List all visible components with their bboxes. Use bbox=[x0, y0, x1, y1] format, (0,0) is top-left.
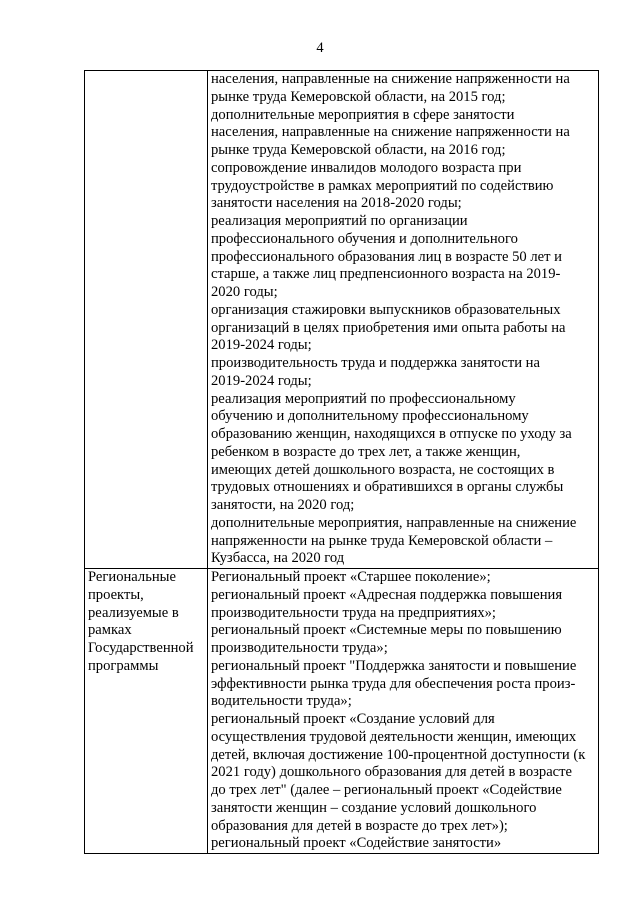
table-body bbox=[85, 71, 599, 854]
content-line: Региональный проект «Старшее поколение»; bbox=[211, 569, 491, 585]
content-line: имеющих детей дошкольного возраста, не состоящих в bbox=[211, 461, 555, 478]
content-line: трудовых отношениях и обратившихся в органы службы bbox=[211, 479, 564, 496]
content-line: производительности труда на предприятиях»; bbox=[211, 604, 496, 621]
row-content-cell bbox=[208, 569, 599, 854]
page-number: 4 bbox=[316, 40, 324, 56]
content-line: напряженности на рынке труда Кемеровской области – bbox=[211, 532, 553, 549]
content-line: рынке труда Кемеровской области, на 2015 год; bbox=[211, 88, 506, 105]
content-line: производительность труда и поддержка занятости на bbox=[211, 355, 540, 371]
content-line: рынке труда Кемеровской области, на 2016 год; bbox=[211, 142, 506, 158]
content-line: профессионального образования лиц в возрасте 50 лет и bbox=[211, 248, 562, 265]
row-heading-line: рамках bbox=[88, 622, 132, 639]
row-heading-line: проекты, bbox=[88, 586, 144, 603]
content-line: водительности труда»; bbox=[211, 693, 352, 710]
content-line: детей, включая достижение 100-процентной доступности (к bbox=[211, 746, 586, 763]
content-line: 2021 году) дошкольного образования для детей в возрасте bbox=[211, 764, 573, 781]
content-line: организаций в целях приобретения ими опыта работы на bbox=[211, 319, 566, 336]
content-line: региональный проект «Системные меры по повышению bbox=[211, 622, 562, 639]
content-line: до трех лет" (далее – региональный проект «Содействие bbox=[211, 782, 562, 798]
content-line: занятости, на 2020 год; bbox=[211, 497, 355, 513]
content-line: старше, а также лиц предпенсионного возраста на 2019- bbox=[211, 266, 561, 283]
content-line: 2019-2024 годы; bbox=[211, 337, 312, 354]
content-line: организация стажировки выпускников образовательных bbox=[211, 301, 561, 318]
content-line: производительности труда»; bbox=[211, 640, 388, 656]
content-line: сопровождение инвалидов молодого возраста при bbox=[211, 159, 522, 176]
content-line: региональный проект «Содействие занятости» bbox=[211, 835, 502, 852]
content-line: реализация мероприятий по организации bbox=[211, 213, 468, 229]
content-line: региональный проект «Создание условий для bbox=[211, 711, 495, 727]
content-line: региональный проект «Адресная поддержка повышения bbox=[211, 586, 563, 603]
row-heading-line: Региональные bbox=[88, 569, 176, 585]
content-line: занятости населения на 2018-2020 годы; bbox=[211, 195, 462, 212]
content-line: Кузбасса, на 2020 год bbox=[211, 550, 345, 567]
row-heading-line: реализуемые в bbox=[88, 604, 179, 621]
content-line: 2019-2024 годы; bbox=[211, 372, 312, 389]
row-heading-line: программы bbox=[88, 657, 159, 674]
content-line: образования для детей в возрасте до трех лет»); bbox=[211, 817, 508, 834]
program-passport-table bbox=[84, 70, 599, 854]
content-line: населения, направленные на снижение напряженности на bbox=[211, 71, 570, 87]
content-line: реализация мероприятий по профессиональному bbox=[211, 390, 516, 407]
row-content-cell bbox=[208, 71, 599, 569]
content-line: трудоустройстве в рамках мероприятий по содействию bbox=[211, 177, 554, 194]
content-line: дополнительные мероприятия в сфере занятости bbox=[211, 106, 515, 123]
content-line: эффективности рынка труда для обеспечения роста произ- bbox=[211, 675, 576, 692]
row-heading-line: Государственной bbox=[88, 640, 194, 656]
content-line: региональный проект "Поддержка занятости и повышение bbox=[211, 657, 577, 674]
content-line: обучению и дополнительному профессиональному bbox=[211, 408, 529, 425]
content-line: дополнительные мероприятия, направленные на снижение bbox=[211, 514, 577, 531]
content-line: осуществления трудовой деятельности женщин, имеющих bbox=[211, 728, 577, 745]
content-line: ребенком в возрасте до трех лет, а также женщин, bbox=[211, 443, 521, 460]
row-heading-cell bbox=[85, 71, 208, 569]
content-line: 2020 годы; bbox=[211, 284, 278, 300]
content-line: населения, направленные на снижение напряженности на bbox=[211, 124, 570, 141]
table-row bbox=[85, 71, 599, 569]
content-line: занятости женщин – создание условий дошкольного bbox=[211, 799, 537, 816]
content-line: профессионального обучения и дополнительного bbox=[211, 230, 518, 247]
row-heading-cell bbox=[85, 569, 208, 854]
table-row bbox=[85, 569, 599, 854]
content-line: образованию женщин, находящихся в отпуске по уходу за bbox=[211, 426, 572, 442]
